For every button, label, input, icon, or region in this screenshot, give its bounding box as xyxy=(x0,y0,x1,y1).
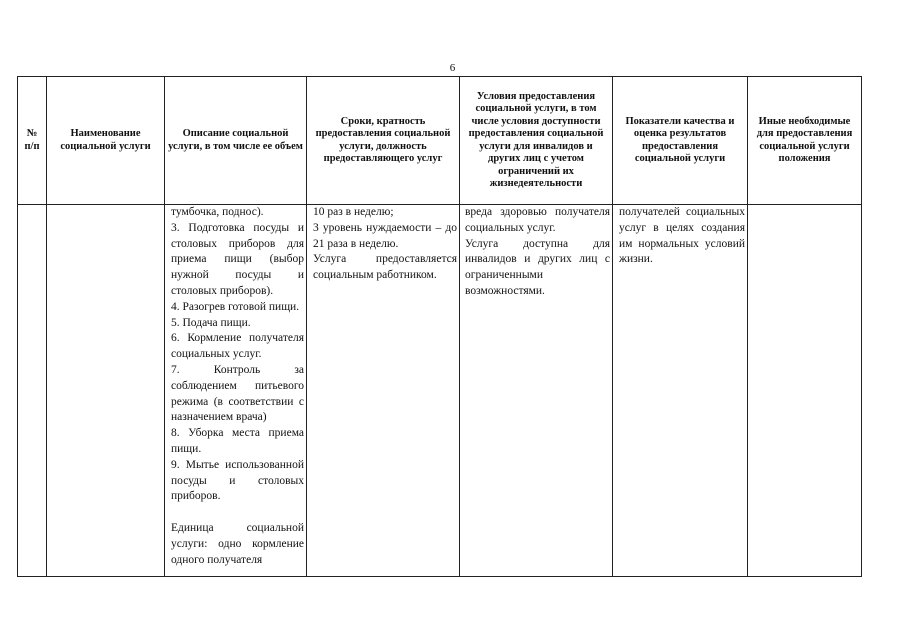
description-line: Единица социальной услуги: одно кормление одного получателя xyxy=(171,521,304,566)
description-line: 6. Кормление получателя социальных услуг. xyxy=(171,332,304,361)
spacer xyxy=(171,505,304,521)
header-row xyxy=(18,77,862,205)
cell-description xyxy=(165,205,307,577)
header-terms: Сроки, кратность предоставления социальной услуги, должность предоставляющего услуг xyxy=(307,77,460,205)
cell-quality xyxy=(613,205,748,577)
conditions-line: Услуга доступна для инвалидов и других лиц с ограниченными возможностями. xyxy=(465,237,610,297)
cell-service-name xyxy=(47,205,165,577)
quality-line: получателей социальных услуг в целях создания им нормальных условий жизни. xyxy=(619,206,745,266)
header-description: Описание социальной услуги, в том числе ее объем xyxy=(165,77,307,205)
terms-line: Услуга предоставляется социальным работником. xyxy=(313,253,457,282)
header-number: № п/п xyxy=(18,77,47,205)
header-service-name: Наименование социальной услуги xyxy=(47,77,165,205)
description-line: 8. Уборка места приема пищи. xyxy=(171,427,304,455)
table-row xyxy=(18,205,862,577)
conditions-line: вреда здоровью получателя социальных услуг. xyxy=(465,206,610,234)
header-quality: Показатели качества и оценка результатов предоставления социальной услуги xyxy=(613,77,748,205)
cell-number xyxy=(18,205,47,577)
description-line: 7. Контроль за соблюдением питьевого режима (в соответствии с назначением врача) xyxy=(171,363,304,424)
cell-terms xyxy=(307,205,460,577)
terms-line: 10 раз в неделю; xyxy=(313,206,394,218)
header-conditions: Условия предоставления социальной услуги, в том числе условия доступности предоставления социальной услуги для инвалидов и других лиц с учетом ограничений их жизнедеятельности xyxy=(460,77,613,205)
terms-line: 3 уровень нуждаемости – до 21 раза в неделю. xyxy=(313,221,457,250)
header-other: Иные необходимые для предоставления социальной услуги положения xyxy=(748,77,862,205)
description-line: тумбочка, поднос). xyxy=(171,206,264,218)
description-line: 3. Подготовка посуды и столовых приборов для приема пищи (выбор нужной посуды и столовых приборов). xyxy=(171,221,304,297)
description-line: 4. Разогрев готовой пищи. xyxy=(171,300,300,313)
cell-other xyxy=(748,205,862,577)
page-number: 6 xyxy=(449,62,456,74)
description-line: 5. Подача пищи. xyxy=(171,316,251,329)
description-line: 9. Мытье использованной посуды и столовых приборов. xyxy=(171,458,304,503)
services-table xyxy=(17,76,862,577)
cell-conditions xyxy=(460,205,613,577)
